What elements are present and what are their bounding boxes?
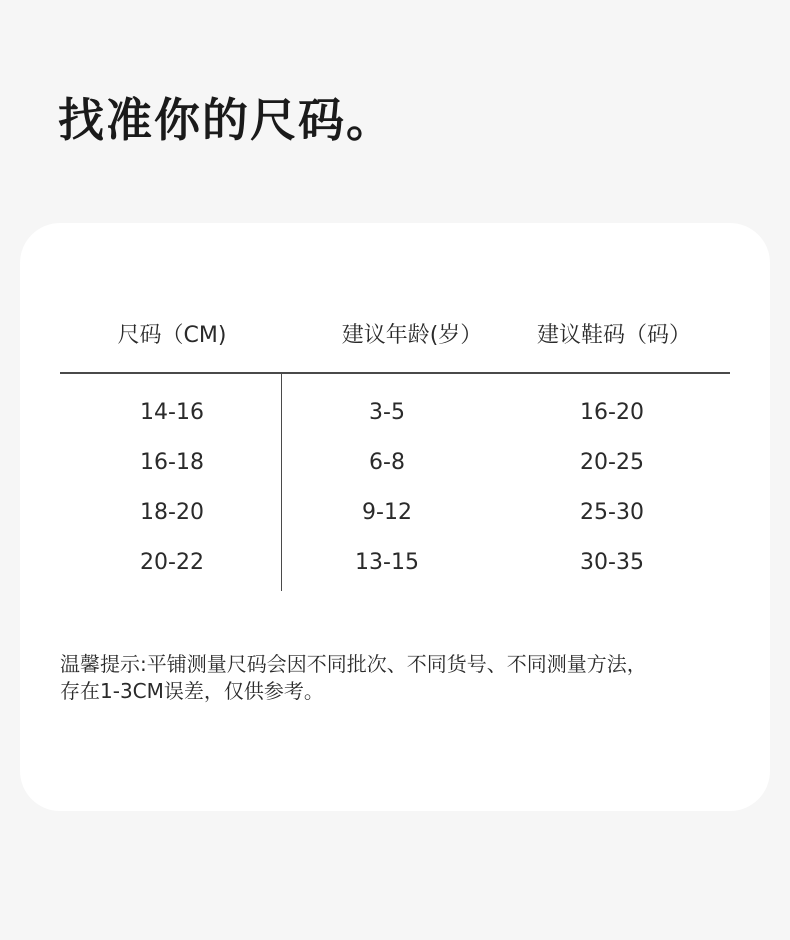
header-size-cm: 尺码（CM) — [117, 323, 227, 348]
size-chart-card — [20, 223, 770, 811]
measurement-note — [60, 651, 720, 705]
shoe-size-cell: 16-20 — [580, 400, 644, 425]
table-row — [20, 395, 770, 431]
table-header — [20, 318, 770, 354]
size-cell: 16-18 — [140, 450, 204, 475]
note-line-1: 温馨提示:平铺测量尺码会因不同批次、不同货号、不同测量方法， — [60, 652, 647, 676]
shoe-size-cell: 20-25 — [580, 450, 644, 475]
age-cell: 6-8 — [369, 450, 405, 475]
header-suggested-shoe-size: 建议鞋码（码） — [536, 323, 691, 348]
shoe-size-cell: 25-30 — [580, 500, 644, 525]
header-divider — [60, 372, 730, 374]
note-line-2: 存在1-3CM误差，仅供参考。 — [60, 679, 324, 703]
age-cell: 3-5 — [369, 400, 405, 425]
table-row — [20, 545, 770, 581]
page-title: 找准你的尺码。 — [58, 93, 394, 147]
age-cell: 9-12 — [362, 500, 412, 525]
size-cell: 20-22 — [140, 550, 204, 575]
header-suggested-age: 建议年龄(岁） — [341, 323, 483, 348]
size-cell: 18-20 — [140, 500, 204, 525]
age-cell: 13-15 — [355, 550, 419, 575]
table-row — [20, 445, 770, 481]
size-cell: 14-16 — [140, 400, 204, 425]
table-row — [20, 495, 770, 531]
shoe-size-cell: 30-35 — [580, 550, 644, 575]
